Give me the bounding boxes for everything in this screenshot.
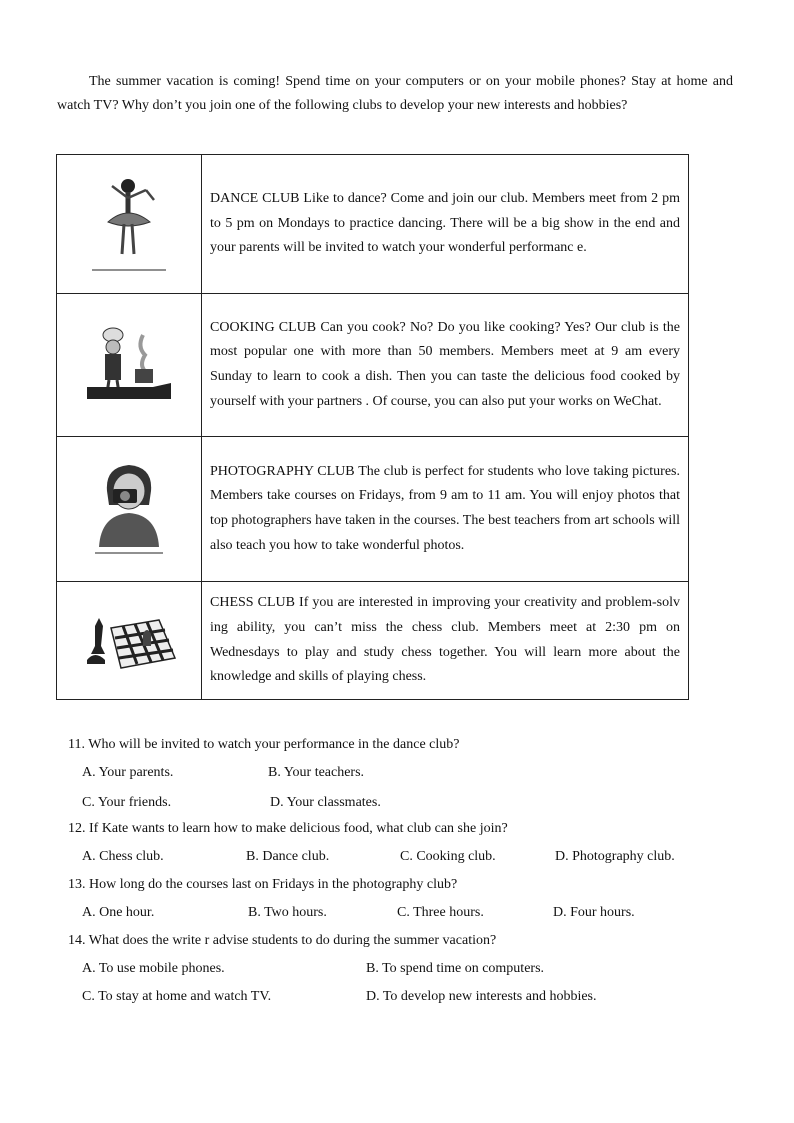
club-image-cell [57, 155, 202, 294]
option-d: D. Photography club. [555, 849, 675, 864]
options-row [68, 789, 728, 817]
options-row [68, 953, 728, 985]
question-11: 11. Who will be invited to watch your performance in the dance club? [68, 737, 460, 752]
option-a: A. Chess club. [82, 849, 164, 864]
options-row [68, 841, 728, 873]
option-b: B. Two hours. [248, 905, 327, 920]
option-d: D. Your classmates. [270, 795, 381, 810]
question-12: 12. If Kate wants to learn how to make delicious food, what club can she join? [68, 821, 508, 836]
option-a: A. One hour. [82, 905, 155, 920]
question-13: 13. How long do the courses last on Fridays in the photography club? [68, 877, 458, 892]
option-d: D. To develop new interests and hobbies. [366, 989, 597, 1004]
clubs-table [56, 154, 689, 700]
option-a: A. To use mobile phones. [82, 961, 225, 976]
club-text-chess: CHESS CLUB If you are interested in improving your creativity and problem-solv ing ability, you can’t miss the chess club. Members meet at 2:30 pm on Wednesdays to play and study chess together. You will learn more about the knowledge and skills of playing chess. [202, 582, 689, 700]
option-b: B. To spend time on computers. [366, 961, 545, 976]
option-d: D. Four hours. [553, 905, 635, 920]
club-text-cooking: COOKING CLUB Can you cook? No? Do you like cooking? Yes? Our club is the most popular one with more than 50 members. Members meet at 9 am every Sunday to learn to cook a dish. Then you can taste the delicious food cooked by yourself with your partners . Of course, you can also put your works on WeChat. [202, 294, 689, 437]
options-row [68, 897, 728, 929]
option-c: C. Three hours. [397, 905, 484, 920]
question-14: 14. What does the write r advise students to do during the summer vacation? [68, 933, 497, 948]
option-c: C. Cooking club. [400, 849, 496, 864]
option-b: B. Dance club. [246, 849, 330, 864]
photographer-icon [89, 461, 169, 557]
options-row [68, 757, 728, 789]
option-c: C. Your friends. [82, 795, 172, 810]
club-row-chess [57, 582, 689, 700]
club-text-photography: PHOTOGRAPHY CLUB The club is perfect for students who love taking pictures. Members take courses on Fridays, from 9 am to 11 am. You will enjoy photos that top photographers have taken in the courses. The best teachers from art schools will also teach you how to take wonderful photos. [202, 437, 689, 582]
club-image-cell [57, 294, 202, 437]
chess-board-icon [81, 606, 177, 676]
chef-icon [83, 325, 175, 405]
club-row-photography [57, 437, 689, 582]
club-image-cell [57, 437, 202, 582]
ballerina-icon [84, 174, 174, 274]
options-row [68, 985, 728, 1017]
intro-paragraph: The summer vacation is coming! Spend time on your computers or on your mobile phones? Stay at home and watch TV? Why don’t you join one of the following clubs to develop your new interests and hobbies? [57, 74, 733, 113]
club-row-cooking [57, 294, 689, 437]
option-c: C. To stay at home and watch TV. [82, 989, 272, 1004]
club-text-dance: DANCE CLUB Like to dance? Come and join our club. Members meet from 2 pm to 5 pm on Mondays to practice dancing. There will be a big show in the end and your parents will be invited to watch your wonderful performanc e. [202, 155, 689, 294]
option-a: A. Your parents. [82, 765, 174, 780]
option-b: B. Your teachers. [268, 765, 365, 780]
club-image-cell [57, 582, 202, 700]
questions-section [68, 733, 728, 1017]
club-row-dance [57, 155, 689, 294]
